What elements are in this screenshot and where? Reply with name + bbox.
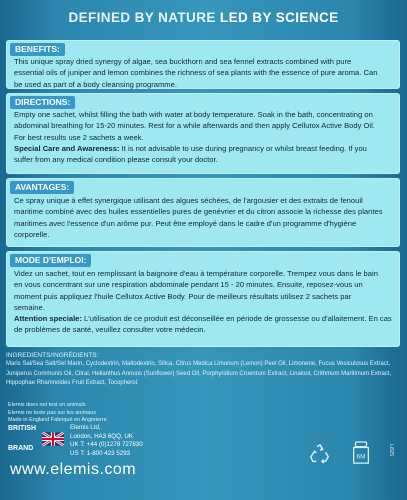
directions-panel [6, 93, 400, 174]
text-line: maritime combiné avec des huiles essentielles pures de genévrier et du citron associe la richesse des plantes [14, 207, 383, 217]
smallprint-line: Elemis does not test on animals [8, 402, 86, 408]
care-note [14, 313, 394, 324]
directions-text [14, 109, 394, 165]
tagline-lead: DEFINED BY NATURE [68, 10, 216, 25]
text-line: abdominal breathing for 15-20 minutes. Rest for a while afterwards and then apply Cellutox Active Body Oil. [14, 121, 375, 131]
jar-label: 6M [356, 453, 366, 461]
avantages-label: AVANTAGES: [10, 181, 74, 194]
text-line: For best results use 2 sachets a week. [14, 132, 144, 142]
mode-emploi-label: MODE D'EMPLOI: [10, 254, 91, 267]
union-flag-icon [42, 432, 64, 446]
address-line: London, HA3 6QQ, UK [70, 432, 133, 440]
care-title: Special Care and Awareness: [14, 143, 120, 153]
text-line: corporelle. [14, 229, 50, 239]
benefits-label: BENEFITS: [10, 43, 65, 56]
care-note [14, 143, 394, 154]
text-line: essential oils of juniper and lemon combines the richness of sea plants with the essence of pure aroma. Can [14, 68, 378, 78]
text-line: maritimes avec l'essence d'un arôme pur. Peut être employé dans le cadre d'un programme d'hygiène [14, 218, 357, 228]
tagline-rest: LED BY SCIENCE [219, 10, 339, 25]
smallprint [8, 402, 208, 425]
ingredients-line: Hippophae Rhamnoides Fruit Extract, Tocopherol. [6, 379, 139, 386]
smallprint-line: Elemis ne teste pas sur les animaux [8, 409, 97, 416]
ingredients-line: Juniperus Communis Oil, Citral, Helianthus Annuus (Sunflower) Seed Oil, Porphyridium Cruentum Extract, Linalool, Crithmum Maritimum Extract, [6, 370, 392, 377]
text-line: suffer from any medical condition please consult your doctor. [14, 155, 218, 165]
brand-word: BRAND [8, 445, 34, 452]
benefits-text [14, 56, 394, 90]
ingredients-line: Maris Sal/Sea Salt/Sel Marin, Cyclodextrin, Maltodextrin, Silica, Citrus Medica Limonum (Lemon) Peel Oil, Limonene, Fucus Vesiculosus Extract, [6, 361, 391, 368]
text-line: This unique spray dried synergy of algae, sea buckthorn and sea fennel extracts combined with pure [14, 57, 352, 66]
care-text: It is not advisable to use during pregnancy or whilst breast feeding. If you [119, 143, 367, 153]
ingredients-block [6, 351, 400, 401]
benefits-panel [6, 40, 400, 89]
company-address [70, 424, 143, 458]
side-code: L825 [388, 444, 394, 457]
mode-emploi-panel [6, 251, 400, 347]
ingredients-heading: INGREDIENTS/INGRÉDIENTS: [6, 352, 99, 359]
text-line: moment puis appliquez l'huile Cellutox Active Body. Pour de meilleurs résultats utilisez 2 sachets par [14, 291, 352, 301]
mode-emploi-text [14, 268, 394, 336]
recycle-icon [309, 443, 331, 465]
avantages-panel [6, 178, 400, 247]
text-line: Ce spray unique à effet synergique utilisant des algues séchées, de l'argousier et des extraits de fenouil [14, 196, 363, 205]
smallprint-line: Made in England Fabriqué en Angleterre [8, 417, 107, 423]
website-url: www.elemis.com [10, 461, 137, 478]
text-line: semaine. [14, 302, 45, 312]
period-after-opening-icon [350, 440, 372, 466]
directions-label: DIRECTIONS: [10, 96, 75, 109]
text-line: de problèmes de santé, veuillez consulter votre médecin. [14, 325, 206, 335]
address-line: US T: 1-800 423 5293 [70, 449, 131, 457]
text-line: Videz un sachet, tout en remplissant la baignoire d'eau à température corporelle. Trempez vous dans le bain [14, 269, 378, 278]
avantages-text [14, 195, 394, 240]
address-line: UK T: +44 (0)1278 727830 [70, 441, 143, 449]
brand-address-row [8, 424, 208, 460]
tagline-header [0, 0, 407, 38]
british-brand-badge [8, 424, 36, 454]
care-title: Attention speciale: [14, 314, 82, 324]
text-line: en vous concentrant sur une respiration abdominale pendant 15 - 20 minutes. Ensuite, reposez-vous un [14, 280, 363, 290]
address-line: Elemis Ltd, [70, 424, 101, 431]
brand-word: BRITISH [8, 425, 36, 432]
care-text: L'utilisation de ce produit est déconseillée en période de grossesse ou d'allaitement. En cas [81, 314, 392, 324]
text-line: be used as part of a body cleansing programme. [14, 79, 177, 89]
text-line: Empty one sachet, whilst filling the bath with water at body temperature. Soak in the bath, concentrating on [14, 110, 373, 119]
